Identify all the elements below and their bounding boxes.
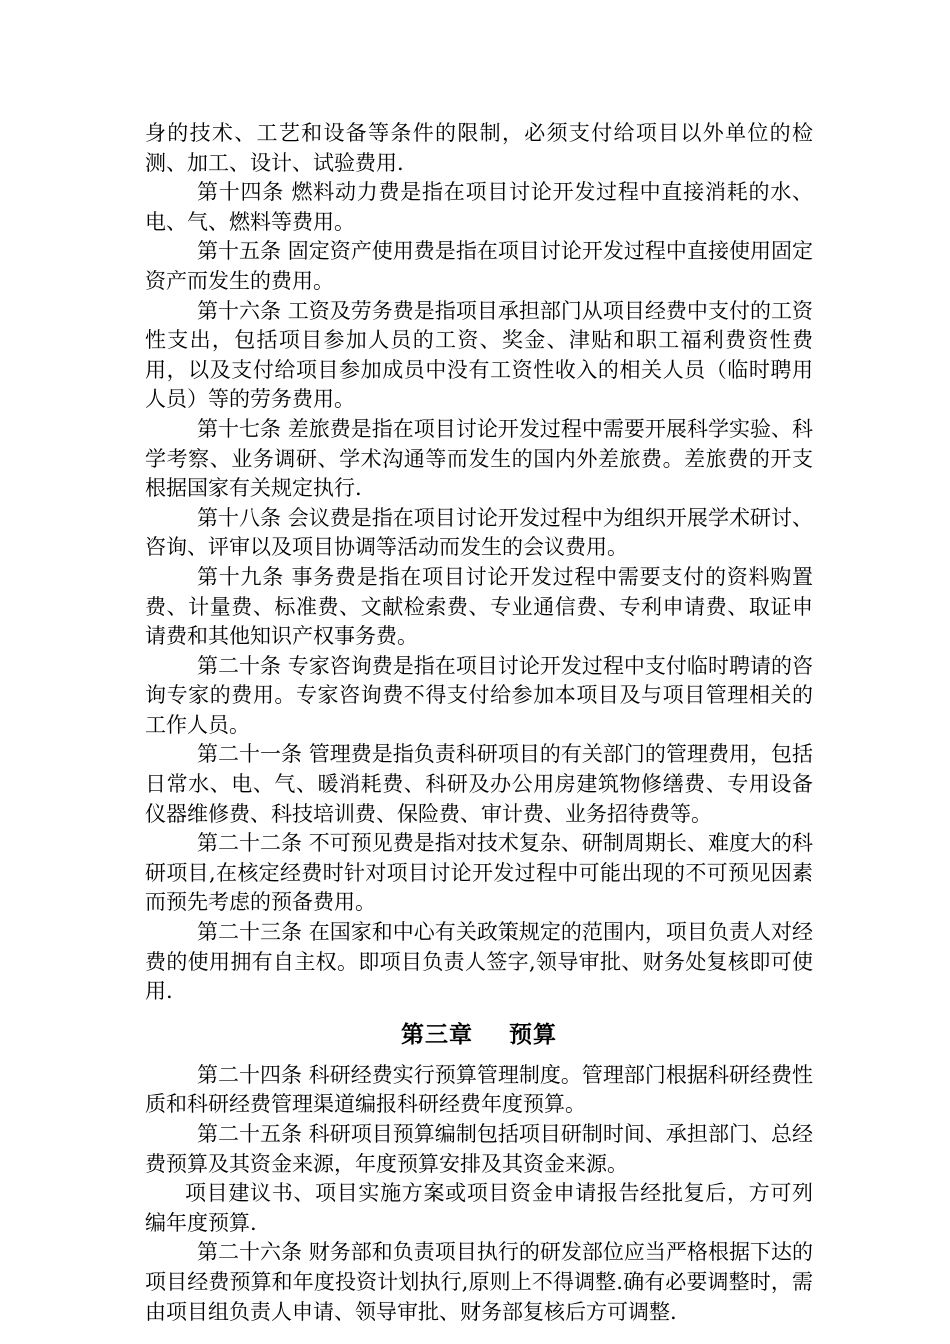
document-page — [145, 119, 813, 1327]
article-22: 第二十二条 不可预见费是指对技术复杂、研制周期长、难度大的科研项目,在核定经费时针对项目讨论开发过程中可能出现的不可预见因素而预先考虑的预备费用。 — [145, 831, 813, 915]
article-15: 第十五条 固定资产使用费是指在项目讨论开发过程中直接使用固定资产而发生的费用。 — [145, 239, 813, 293]
article-16: 第十六条 工资及劳务费是指项目承担部门从项目经费中支付的工资性支出，包括项目参加人员的工资、奖金、津贴和职工福利费资性费用，以及支付给项目参加成员中没有工资性收入的相关人员（临时聘用人员）等的劳务费用。 — [145, 298, 813, 412]
chapter-title: 第三章 预算 — [400, 1020, 558, 1048]
article-17: 第十七条 差旅费是指在项目讨论开发过程中需要开展科学实验、科学考察、业务调研、学术沟通等而发生的国内外差旅费。差旅费的开支根据国家有关规定执行. — [145, 416, 813, 501]
article-19: 第十九条 事务费是指在项目讨论开发过程中需要支付的资料购置费、计量费、标准费、文献检索费、专业通信费、专利申请费、取证申请费和其他知识产权事务费。 — [145, 564, 813, 649]
article-23: 第二十三条 在国家和中心有关政策规定的范围内，项目负责人对经费的使用拥有自主权。即项目负责人签字,领导审批、财务处复核即可使用. — [145, 920, 813, 1004]
paragraph-project-proposal: 项目建议书、项目实施方案或项目资金申请报告经批复后，方可列编年度预算. — [145, 1181, 813, 1235]
article-21: 第二十一条 管理费是指负责科研项目的有关部门的管理费用，包括日常水、电、气、暖消耗费、科研及办公用房建筑物修缮费、专用设备仪器维修费、科技培训费、保险费、审计费、业务招待费等。 — [145, 742, 813, 826]
article-26: 第二十六条 财务部和负责项目执行的研发部位应当严格根据下达的项目经费预算和年度投资计划执行,原则上不得调整.确有必要调整时，需由项目组负责人申请、领导审批、财务部复核后方可调整. — [145, 1240, 813, 1324]
article-25: 第二十五条 科研项目预算编制包括项目研制时间、承担部门、总经费预算及其资金来源，年度预算安排及其资金来源。 — [145, 1122, 813, 1176]
article-20: 第二十条 专家咨询费是指在项目讨论开发过程中支付临时聘请的咨询专家的费用。专家咨询费不得支付给参加本项目及与项目管理相关的工作人员。 — [145, 653, 813, 737]
paragraph-continuation: 身的技术、工艺和设备等条件的限制，必须支付给项目以外单位的检测、加工、设计、试验费用. — [145, 121, 813, 175]
article-24: 第二十四条 科研经费实行预算管理制度。管理部门根据科研经费性质和科研经费管理渠道编报科研经费年度预算。 — [145, 1062, 813, 1117]
article-14: 第十四条 燃料动力费是指在项目讨论开发过程中直接消耗的水、电、气、燃料等费用。 — [145, 180, 813, 234]
article-18: 第十八条 会议费是指在项目讨论开发过程中为组织开展学术研讨、咨询、评审以及项目协调等活动而发生的会议费用。 — [145, 505, 813, 560]
